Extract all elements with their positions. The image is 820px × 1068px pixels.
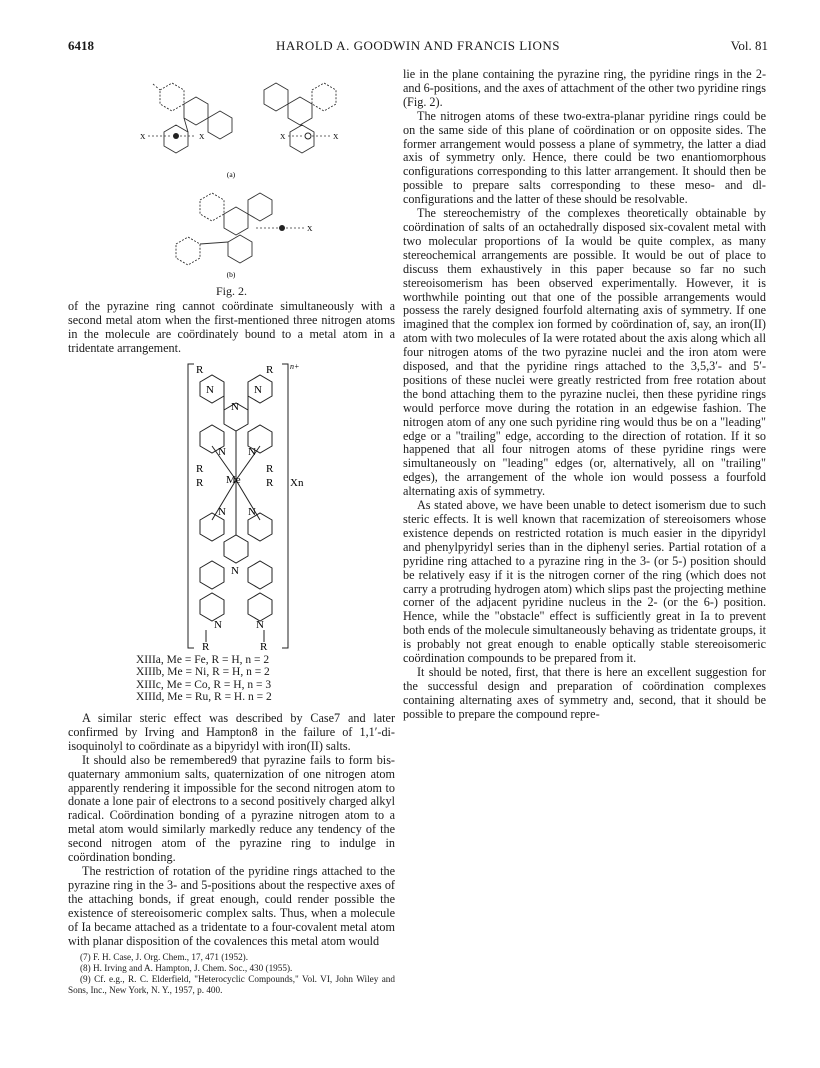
x-ligand-2: X xyxy=(199,132,205,141)
figure-2 xyxy=(68,68,395,298)
fig-label-a: (a) xyxy=(226,170,236,179)
running-header xyxy=(68,38,768,58)
struct-n-8: N xyxy=(231,564,239,577)
right-paragraph-4: As stated above, we have been unable to detect isomerism due to such steric effects. It is well known that racemization of stereoisomers whose existence depends on restricted rotation is much easier in the dipyridyl and phenylpyridyl series than in the diphenyl series. Partial rotation of a pyridine ring attached to a pyrazine ring in the 3- (or 5-) position should be relatively easy if it is the nitrogen corner of the ring (which does not carry a protruding hydrogen atom) which slips past the projecting methine corner of the adjacent pyridine nucleus in the 2- (or the 6-) position. Hence, while the "obstacle" effect is sufficiently great in Ia to prevent both ends of the molecule simultaneously behaving as tridentate groups, it is probably not great enough to enable optically stable stereoisomeric coördination compounds to be prepared from it. xyxy=(403,498,766,666)
fig-label-b: (b) xyxy=(226,270,236,279)
struct-r-3: R xyxy=(196,462,204,475)
x-ligand-5: X xyxy=(307,224,313,233)
right-paragraph-3: The stereochemistry of the complexes theoretically obtainable by coördination of salts of an octahedrally disposed six-covalent metal with two molecular proportions of Ia would be quite complex, as many stereochemical arrangements are possible. It would be out of place to discuss them exhaustively in this paper because so far no such stereoisomerism has been observed experimentally. However, it is worthwhile pointing out that one of the possible arrangements would possess the rarely designed fourfold alternating axis of symmetry. If one imagined that the complex ion formed by coördination of, say, an iron(II) atom with two molecules of Ia were rotated about the axis along which all four nitrogen atoms of the two pyrazine nuclei and the iron atom were disposed, and that the pyridine rings attached to the 3,5,3′- and 5′-positions of these nuclei were greatly restricted from free rotation about the bond attaching them to the pyrazine nuclei, then these pyridine rings would perforce move during the rotation in an edgewise fashion. The nitrogen atom of any one such pyridine ring would thus be on a "leading" edge or a "trailing" edge, according to the direction of rotation. If it so happened that all four nitrogen atoms of these pyridine rings were simultaneously on "leading" edges (or, alternatively, all on "trailing" edges), the arrangement of the whole ion would possess a fourfold alternating axis of symmetry. xyxy=(403,206,766,499)
page-number: 6418 xyxy=(68,38,94,53)
left-column xyxy=(68,68,395,996)
x-ligand-4: X xyxy=(333,132,339,141)
compound-item: XIIIa, Me = Fe, R = H, n = 2 xyxy=(136,653,270,666)
figure-caption: Fig. 2. xyxy=(215,284,247,298)
compound-item: XIIIb, Me = Ni, R = H, n = 2 xyxy=(136,666,270,679)
struct-n-6: N xyxy=(218,505,226,518)
struct-r-1: R xyxy=(196,363,204,376)
struct-xn: Xn xyxy=(290,476,304,489)
footnote-8: (8) H. Irving and A. Hampton, J. Chem. Soc., 430 (1955). xyxy=(80,963,293,974)
footnote-9: (9) Cf. e.g., R. C. Elderfield, "Heterocyclic Compounds," Vol. VI, John Wiley and Sons, Inc., New York, N. Y., 1957, p. 400. xyxy=(68,974,395,996)
struct-n-3: N xyxy=(231,400,239,413)
x-ligand-1: X xyxy=(140,132,146,141)
compound-item: XIIIc, Me = Co, R = H, n = 3 xyxy=(136,678,272,691)
struct-charge: n+ xyxy=(290,361,300,371)
struct-n-2: N xyxy=(254,383,262,396)
right-paragraph-2: The nitrogen atoms of these two-extra-planar pyridine rings could be on the same side of this plane of coördination or on opposite sides. The former arrangement would possess a plane of symmetry, the latter a diad axis of symmetry only. Hence, there could be two enantiomorphous configurations corresponding to this latter arrangement. It should then be possible to prepare salts corresponding to these meso- and dl- configurations and the latter of these should be resolvable. xyxy=(403,108,766,207)
struct-n-7: N xyxy=(248,505,256,518)
right-paragraph-1: lie in the plane containing the pyrazine ring, the pyridine rings in the 2- and 6-positions, and the axes of attachment of the other two pyridine rings (Fig. 2). xyxy=(403,67,766,109)
left-paragraph-3: It should also be remembered9 that pyrazine fails to form bis-quaternary ammonium salts, quaternization of one nitrogen atom apparently rendering it impossible for the second nitrogen atom to donate a lone pair of electrons to a second positively charged alkyl radical. Coördination bonding of a pyrazine nitrogen atom to a metal atom would similarly markedly reduce any tendency of the second nitrogen atom of the pyrazine ring to indulge in coördination bonding. xyxy=(68,752,395,865)
x-ligand-3: X xyxy=(280,132,286,141)
structure-drawing xyxy=(68,360,395,652)
struct-n-4: N xyxy=(218,445,226,458)
struct-r-8: R xyxy=(260,640,268,652)
complex-structure xyxy=(68,360,395,652)
left-paragraph-2: A similar steric effect was described by Case7 and later confirmed by Irving and Hampton8 in the failure of 1,1′-di-isoquinolyl to coördinate as a bipyridyl with iron(II) salts. xyxy=(68,711,395,753)
footnote-7: (7) F. H. Case, J. Org. Chem., 17, 471 (1952). xyxy=(80,952,249,963)
struct-n-1: N xyxy=(206,383,214,396)
struct-r-7: R xyxy=(202,640,210,652)
left-paragraph-1: of the pyrazine ring cannot coördinate simultaneously with a second metal atom when the first-mentioned three nitrogen atoms in the molecule are coördinately bound to a metal atom in a tridentate arrangement. xyxy=(68,299,395,355)
struct-r-6: R xyxy=(266,476,274,489)
struct-n-10: N xyxy=(256,618,264,631)
struct-r-5: R xyxy=(196,476,204,489)
compound-item: XIIId, Me = Ru, R = H. n = 2 xyxy=(136,691,272,704)
running-authors: HAROLD A. GOODWIN AND FRANCIS LIONS xyxy=(275,38,560,53)
right-paragraph-5: It should be noted, first, that there is here an excellent suggestion for the successful design and preparation of coördination complexes containing alternating axes of symmetry and, second, that it should be possible to prepare the compound repre- xyxy=(403,664,766,721)
struct-metal: Me xyxy=(226,473,241,486)
struct-n-5: N xyxy=(248,445,256,458)
footnotes xyxy=(68,952,395,996)
struct-r-2: R xyxy=(266,363,274,376)
struct-n-9: N xyxy=(214,618,222,631)
volume-label: Vol. 81 xyxy=(730,38,768,53)
left-paragraph-4: The restriction of rotation of the pyridine rings attached to the pyrazine ring in the 3- and 5-positions about the respective axes of the attaching bonds, if great enough, could render possible the existence of stereoisomeric complex salts. Thus, when a molecule of Ia became attached as a tridentate to a four-covalent metal atom with planar disposition of the covalences this metal atom would xyxy=(68,863,395,948)
struct-r-4: R xyxy=(266,462,274,475)
right-column xyxy=(403,68,766,722)
figure-2-drawing xyxy=(68,68,395,290)
compound-list xyxy=(136,654,395,704)
